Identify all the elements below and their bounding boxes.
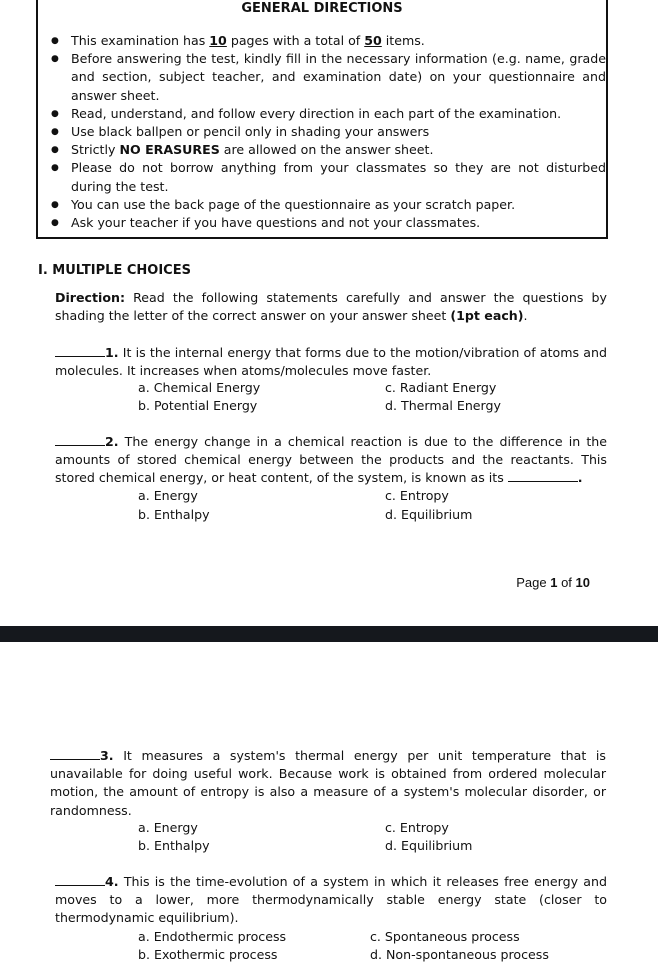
question-4 — [55, 873, 607, 928]
direction-label: Direction: — [55, 290, 125, 305]
fill-in-blank — [508, 469, 578, 482]
answer-blank — [55, 873, 105, 886]
section-title: I. MULTIPLE CHOICES — [38, 263, 191, 278]
question-3 — [50, 747, 606, 820]
q4-option-c: c. Spontaneous process — [370, 929, 520, 944]
answer-blank — [55, 344, 105, 357]
question-2: 2. The energy change in a chemical reaction is due to the difference in the amounts of stored chemical energy between the products and the reactants. This stored chemical energy, or heat content, of the system, is known as its . — [55, 434, 607, 486]
q1-option-c: c. Radiant Energy — [385, 380, 497, 395]
general-directions-box — [36, 0, 608, 239]
direction-item-erasures: ● Strictly NO ERASURES are allowed on the answer sheet. — [48, 141, 606, 159]
question-text: It measures a system's thermal energy per unit temperature that is unavailable for doing useful work. Because work is obtained from ordered molecular motion, the amount of entropy is also a measure of a system's molecular disorder, or randomness. — [50, 748, 606, 818]
q1-option-b: b. Potential Energy — [138, 398, 258, 413]
item-count: 50 — [364, 33, 382, 48]
question-text: The energy change in a chemical reaction is due to the difference in the amounts of stored chemical energy between the products and the reactants. This stored chemical energy, or heat content, of the system, is known as its — [55, 434, 607, 486]
q3-option-b: b. Enthalpy — [138, 838, 210, 853]
q1-option-a: a. Chemical Energy — [138, 380, 261, 395]
question-number: 4. — [105, 874, 119, 889]
q3-option-c: c. Entropy — [385, 820, 449, 835]
page-count: 10 — [209, 33, 227, 48]
page-break-divider — [0, 626, 658, 642]
q2-option-c: c. Entropy — [385, 488, 449, 503]
general-directions-title: GENERAL DIRECTIONS — [241, 1, 403, 16]
q4-option-b: b. Exothermic process — [138, 947, 278, 962]
q4-option-d: d. Non-spontaneous process — [370, 947, 549, 962]
q1-option-d: d. Thermal Energy — [385, 398, 501, 413]
no-erasures-emphasis: NO ERASURES — [119, 142, 220, 158]
question-number: 2. — [105, 434, 119, 449]
question-number: 1. — [105, 345, 119, 360]
direction-item-fill-info: ● Before answering the test, kindly fill in the necessary information (e.g. name, grade and section, subject teacher, and examination date) on your questionnaire and answer sheet. — [48, 50, 606, 105]
question-1 — [55, 344, 607, 380]
page-indicator: Page 1 of 10 — [516, 575, 590, 590]
direction-item-pages: ● This examination has 10 pages with a total of 50 items. — [48, 32, 606, 50]
answer-blank — [55, 433, 105, 446]
direction-item-ballpen: ● Use black ballpen or pencil only in shading your answers — [48, 123, 606, 141]
q2-option-a: a. Energy — [138, 488, 198, 503]
direction-item-borrow: ● Please do not borrow anything from your classmates so they are not disturbed during the test. — [48, 159, 606, 195]
direction-item-scratch: ● You can use the back page of the questionnaire as your scratch paper. — [48, 196, 606, 214]
q2-option-b: b. Enthalpy — [138, 507, 210, 522]
points-label: (1pt each) — [450, 308, 524, 324]
q4-option-a: a. Endothermic process — [138, 929, 287, 944]
question-text: It is the internal energy that forms due to the motion/vibration of atoms and molecules. It increases when atoms/molecules move faster. — [55, 345, 607, 379]
q2-option-d: d. Equilibrium — [385, 507, 473, 522]
question-text: This is the time-evolution of a system in which it releases free energy and moves to a lower, more thermodynamically stable energy state (closer to thermodynamic equilibrium). — [55, 874, 607, 926]
q3-option-d: d. Equilibrium — [385, 838, 473, 853]
direction-item-read: ● Read, understand, and follow every direction in each part of the examination. — [48, 105, 606, 123]
direction-item-ask: ● Ask your teacher if you have questions and not your classmates. — [48, 214, 606, 232]
section-direction: Direction: Read the following statements carefully and answer the questions by shading the letter of the correct answer on your answer sheet (1pt each). — [55, 290, 607, 324]
answer-blank — [50, 747, 100, 760]
directions-list — [48, 32, 606, 232]
question-number: 3. — [100, 748, 114, 763]
q3-option-a: a. Energy — [138, 820, 198, 835]
